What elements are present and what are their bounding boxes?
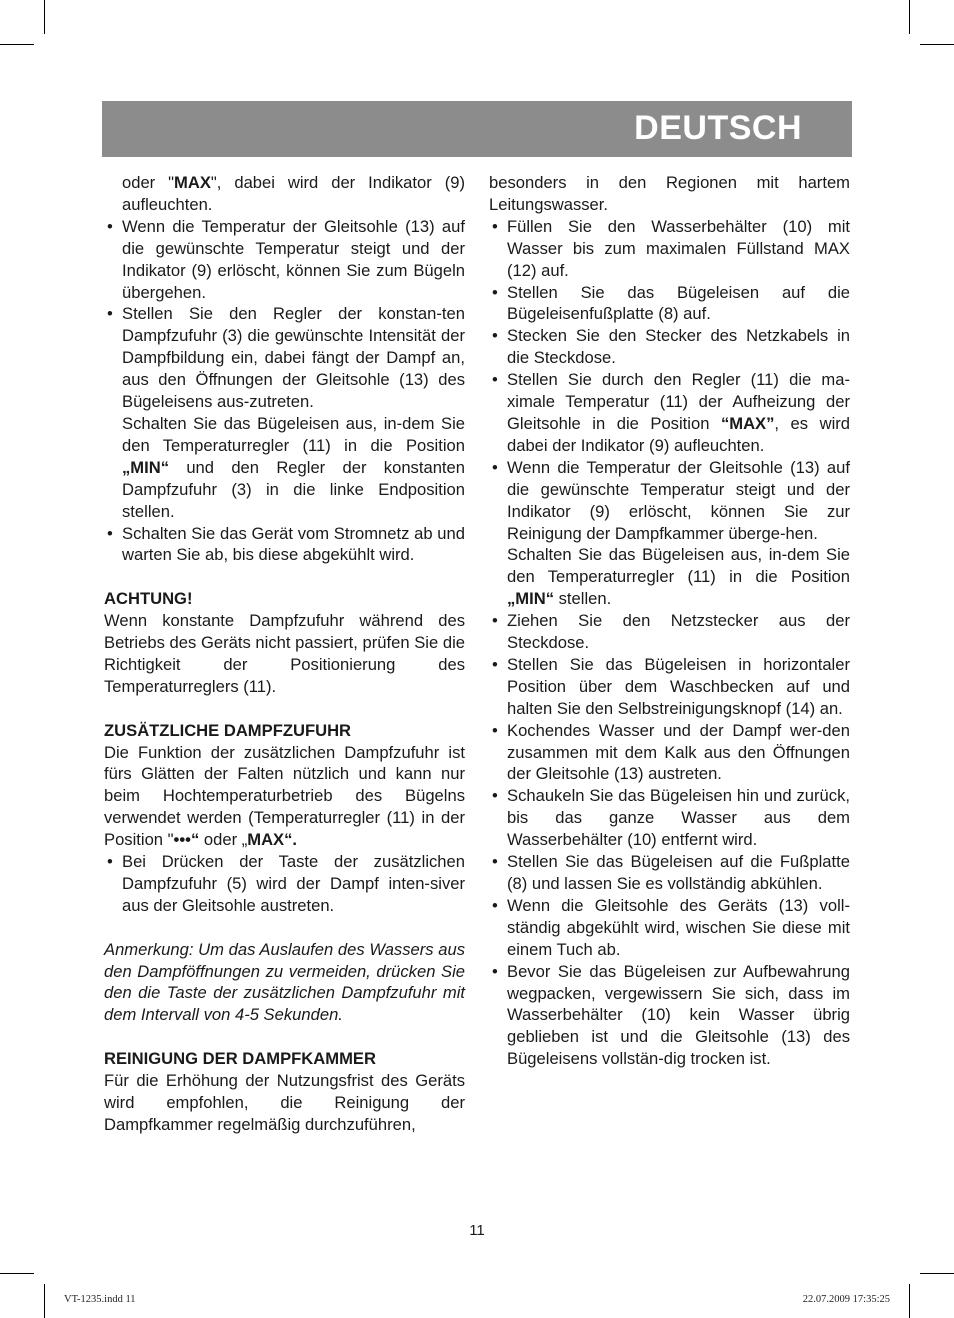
crop-mark — [909, 0, 910, 34]
text-run: Die Funktion der zusätzlichen Dampfzufuhr ist fürs Glätten der Falten nützlich und kann nur beim Hochtemperaturbetrieb des Bügelns verwendet werden (Temperaturregler (11) in der Position " — [104, 742, 465, 850]
list-item — [489, 851, 850, 895]
bullet-icon: • — [492, 457, 498, 477]
list-item — [489, 610, 850, 654]
left-column — [104, 172, 465, 1136]
list-item — [489, 216, 850, 282]
list-item-text: Schaukeln Sie das Bügeleisen hin und zurück, bis das ganze Wasser aus dem Wasserbehälter (10) entfernt wird. — [507, 786, 850, 850]
bold-run: MAX — [174, 173, 211, 192]
list-item — [489, 457, 850, 545]
bold-run: „MIN“ — [122, 457, 170, 477]
paragraph: besonders in den Regionen mit hartem Leitungswasser. — [489, 173, 850, 214]
indented-paragraph — [489, 544, 850, 610]
continuation-paragraph — [104, 172, 465, 216]
footer-file: VT-1235.indd 11 — [64, 1294, 136, 1305]
bullet-icon: • — [107, 304, 113, 324]
list-item — [489, 369, 850, 457]
bold-run: „MIN“ — [507, 589, 555, 609]
bullet-list — [489, 216, 850, 545]
list-item-text: Wenn die Gleitsohle des Geräts (13) voll-ständig abgekühlt wird, wischen Sie diese mit einem Tuch ab. — [507, 895, 850, 959]
list-item-text: Stellen Sie das Bügeleisen in horizontaler Position über dem Waschbecken auf und halten Sie den Selbstreinigungsknopf (14) an. — [507, 654, 850, 718]
bullet-icon: • — [107, 523, 113, 543]
bullet-icon: • — [492, 895, 498, 915]
bullet-list — [104, 851, 465, 917]
list-item-text: Stellen Sie das Bügeleisen auf die Fußplatte (8) und lassen Sie es vollständig abkühlen. — [507, 852, 850, 893]
list-item — [489, 720, 850, 786]
text-run: , es wird dabei der Indikator (9) aufleuchten. — [507, 413, 851, 455]
crop-mark — [0, 44, 34, 45]
list-item-text: Bevor Sie das Bügeleisen zur Aufbewahrung wegpacken, vergewissern Sie sich, dass im Wasserbehälter (10) kein Wasser übrig geblieben ist und die Gleitsohle (13) des Bügeleisens vollstän-dig trocken ist. — [507, 961, 850, 1069]
text-run: oder " — [122, 173, 175, 192]
bullet-icon: • — [492, 852, 498, 872]
text-run: und den Regler der konstanten Dampfzufuhr (3) in die linke Endposition stellen. — [122, 457, 465, 521]
text-run: Stellen Sie durch den Regler (11) die ma-ximale Temperatur (11) der Aufheizung der Gleitsohle in die Position — [507, 370, 850, 433]
bullet-icon: • — [492, 216, 498, 236]
list-item — [489, 282, 850, 326]
section-heading: REINIGUNG DER DAMPFKAMMER — [104, 1049, 376, 1069]
bullet-icon: • — [492, 611, 498, 631]
list-item-text: Füllen Sie den Wasserbehälter (10) mit Wasser bis zum maximalen Füllstand MAX (12) auf. — [507, 216, 850, 280]
paragraph: Für die Erhöhung der Nutzungsfrist des Geräts wird empfohlen, die Reinigung der Dampfkammer regelmäßig durchzuführen, — [104, 1071, 465, 1134]
list-item-text: Bei Drücken der Taste der zusätzlichen Dampfzufuhr (5) wird der Dampf inten-siver aus der Gleitsohle austreten. — [122, 852, 465, 915]
list-item-text: Kochendes Wasser und der Dampf wer-den zusammen mit dem Kalk aus den Öffnungen der Gleitsohle (13) austreten. — [507, 720, 850, 784]
bullet-icon: • — [107, 852, 113, 872]
bullet-icon: • — [492, 786, 498, 806]
list-item — [489, 325, 850, 369]
paragraph: Wenn konstante Dampfzufuhr während des Betriebs des Geräts nicht passiert, prüfen Sie die Richtigkeit der Positionierung des Temperaturreglers (11). — [104, 611, 465, 696]
list-item — [489, 895, 850, 961]
bullet-icon: • — [492, 326, 498, 346]
bullet-icon: • — [492, 961, 498, 981]
footer-date: 22.07.2009 17:35:25 — [802, 1294, 890, 1305]
list-item — [489, 785, 850, 851]
page-number: 11 — [469, 1222, 485, 1239]
text-run: oder „ — [199, 830, 248, 850]
bold-run: MAX“. — [247, 830, 298, 850]
bold-run: •••“ — [173, 830, 200, 850]
text-run: Schalten Sie das Bügeleisen aus, in-dem Sie den Temperaturregler (11) in die Position — [507, 545, 850, 587]
crop-mark — [0, 1273, 34, 1274]
bullet-icon: • — [492, 720, 498, 740]
list-item-text: Schalten Sie das Gerät vom Stromnetz ab und warten Sie ab, bis diese abgekühlt wird. — [122, 523, 465, 565]
page-title: DEUTSCH — [634, 109, 802, 147]
right-column — [489, 172, 850, 1070]
list-item-text: Stecken Sie den Stecker des Netzkabels in die Steckdose. — [507, 326, 850, 368]
crop-mark — [44, 1284, 45, 1318]
list-item — [104, 303, 465, 413]
bullet-icon: • — [492, 654, 498, 674]
list-item-text: Stellen Sie den Regler der konstan-ten Dampfzufuhr (3) die gewünschte Intensität der Dampfbildung ein, dabei fängt der Dampf an, aus den Öffnungen der Gleitsohle (13) des Bügeleisens aus-zutreten. — [122, 304, 465, 412]
bullet-list — [104, 523, 465, 567]
text-run: Schalten Sie das Bügeleisen aus, in-dem Sie den Temperaturregler (11) in die Position — [122, 413, 465, 455]
bullet-icon: • — [492, 282, 498, 302]
list-item — [489, 654, 850, 720]
text-run: ", dabei wird der Indikator (9) aufleuchten. — [122, 173, 465, 214]
list-item-text: Wenn die Temperatur der Gleitsohle (13) auf die gewünschte Temperatur steigt und der Indikator (9) erlöscht, können Sie zur Reinigung der Dampfkammer überge-hen. — [507, 457, 850, 543]
crop-mark — [920, 1273, 954, 1274]
section-heading: ACHTUNG! — [104, 589, 193, 609]
list-item — [104, 216, 465, 304]
list-item-text: Ziehen Sie den Netzstecker aus der Steckdose. — [507, 611, 850, 653]
crop-mark — [44, 0, 45, 34]
bullet-icon: • — [107, 216, 113, 236]
list-item-text: Wenn die Temperatur der Gleitsohle (13) auf die gewünschte Temperatur steigt und der Indikator (9) erlöscht, können Sie zum Bügeln übergehen. — [122, 216, 465, 302]
text-run: stellen. — [554, 589, 612, 609]
crop-mark — [909, 1284, 910, 1318]
list-item-text: Stellen Sie das Bügeleisen auf die Bügeleisenfußplatte (8) auf. — [507, 282, 850, 324]
bullet-list — [104, 216, 465, 413]
bullet-icon: • — [492, 370, 498, 390]
header-banner — [102, 101, 852, 157]
list-item — [104, 523, 465, 567]
note-paragraph: Anmerkung: Um das Auslaufen des Wassers aus den Dampföffnungen zu vermeiden, drücken Sie den die Taste der zusätzlichen Dampfzufuhr mit dem Intervall von 4-5 Sekunden. — [104, 939, 465, 1025]
list-item — [489, 961, 850, 1071]
crop-mark — [920, 44, 954, 45]
list-item — [104, 851, 465, 917]
paragraph — [104, 742, 465, 852]
indented-paragraph — [104, 413, 465, 523]
section-heading: ZUSÄTZLICHE DAMPFZUFUHR — [104, 720, 352, 740]
bold-run: “MAX” — [720, 413, 775, 433]
bullet-list — [489, 610, 850, 1070]
